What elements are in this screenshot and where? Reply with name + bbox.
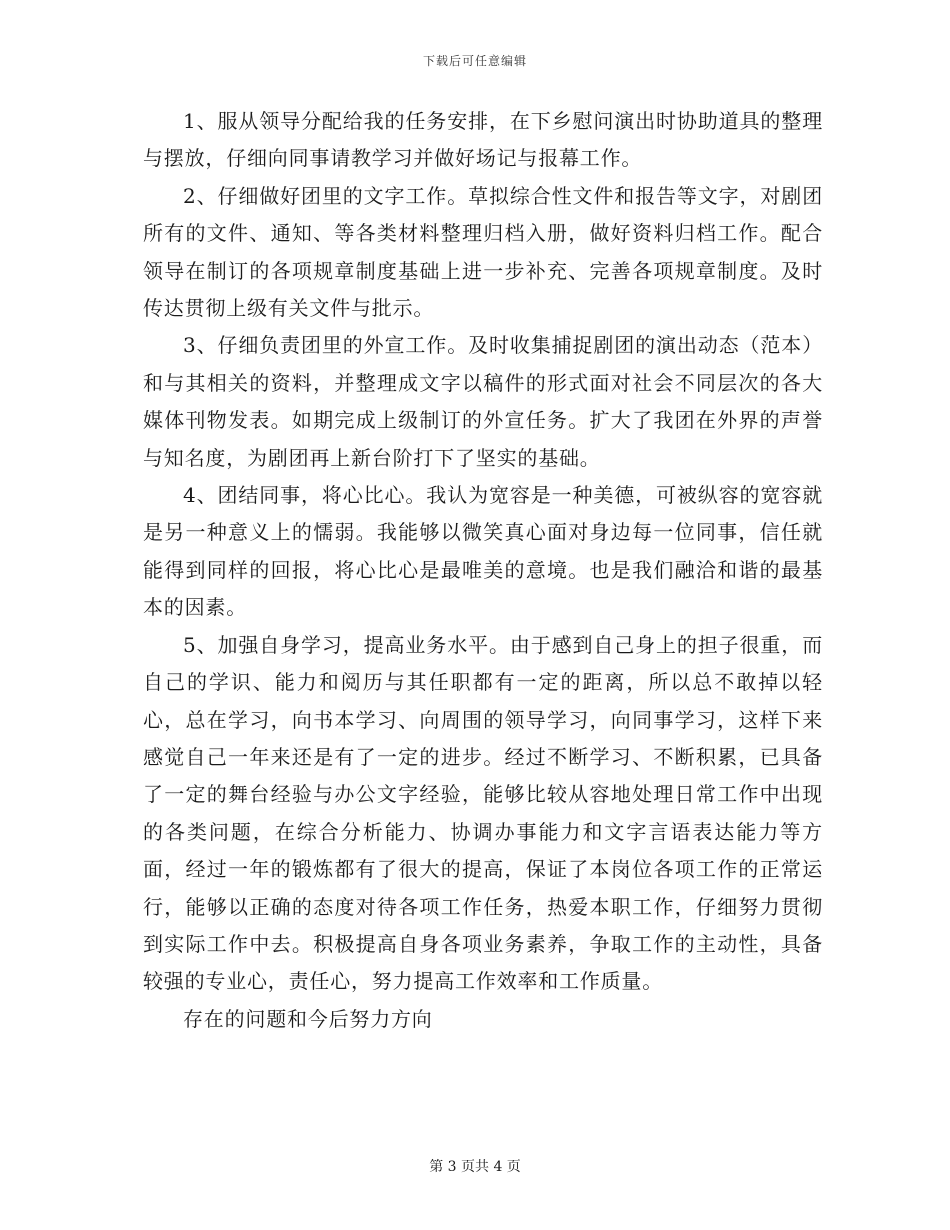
paragraph-item-1: 1、服从领导分配给我的任务安排，在下乡慰问演出时协助道具的整理与摆放，仔细向同事请教学习并做好场记与报幕工作。 (143, 109, 823, 171)
page-number-footer: 第 3 页共 4 页 (429, 1159, 521, 1175)
section-heading: 存在的问题和今后努力方向 (183, 1006, 433, 1031)
paragraph-item-4: 4、团结同事，将心比心。我认为宽容是一种美德，可被纵容的宽容就是另一种意义上的懦弱。我能够以微笑真心面对身边每一位同事，信任就能得到同样的回报，将心比心是最唯美的意境。也是我们融洽和谐的最基本的因素。 (143, 483, 823, 620)
paragraph-item-3: 3、仔细负责团里的外宣工作。及时收集捕捉剧团的演出动态（范本）和与其相关的资料，并整理成文字以稿件的形式面对社会不同层次的各大媒体刊物发表。如期完成上级制订的外宣任务。扩大了我团在外界的声誉与知名度，为剧团再上新台阶打下了坚实的基础。 (143, 333, 823, 470)
page-header: 下载后可任意编辑 (422, 54, 527, 68)
document-body (143, 103, 823, 1038)
paragraph-item-2: 2、仔细做好团里的文字工作。草拟综合性文件和报告等文字，对剧团所有的文件、通知、等各类材料整理归档入册，做好资料归档工作。配合领导在制订的各项规章制度基础上进一步补充、完善各项规章制度。及时传达贯彻上级有关文件与批示。 (143, 183, 823, 321)
paragraph-item-5: 5、加强自身学习，提高业务水平。由于感到自己身上的担子很重，而自己的学识、能力和阅历与其任职都有一定的距离，所以总不敢掉以轻心，总在学习，向书本学习、向周围的领导学习，向同事学习，这样下来感觉自己一年来还是有了一定的进步。经过不断学习、不断积累，已具备了一定的舞台经验与办公文字经验，能够比较从容地处理日常工作中出现的各类问题，在综合分析能力、协调办事能力和文字言语表达能力等方面，经过一年的锻炼都有了很大的提高，保证了本岗位各项工作的正常运行，能够以正确的态度对待各项工作任务，热爱本职工作，仔细努力贯彻到实际工作中去。积极提高自身各项业务素养，争取工作的主动性，具备较强的专业心，责任心，努力提高工作效率和工作质量。 (143, 632, 823, 994)
